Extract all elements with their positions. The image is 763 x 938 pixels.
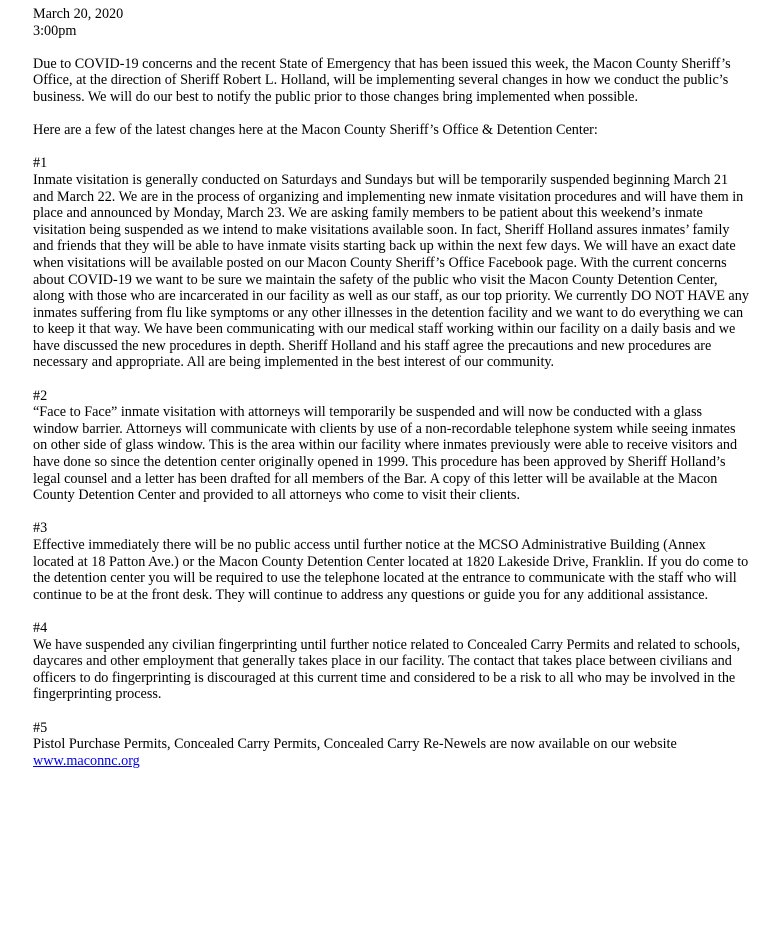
section-number: #4 (33, 619, 48, 636)
section-4 (33, 620, 749, 703)
intro-paragraph: Due to COVID-19 concerns and the recent State of Emergency that has been issued this week, the Macon County Sheriff’s Office, at the direction of Sheriff Robert L. Holland, will be implementing several changes in how we conduct the public’s business. We will do our best to notify the public prior to those changes bring implemented when possible. (33, 55, 731, 105)
release-date: March 20, 2020 (33, 6, 124, 22)
website-link[interactable]: www.maconnc.org (33, 752, 140, 769)
section-text (33, 736, 749, 769)
section-number: #3 (33, 520, 48, 537)
press-release-document (33, 6, 749, 769)
section-text-body: Pistol Purchase Permits, Concealed Carry Permits, Concealed Carry Re-Newels are now available on our website (33, 736, 677, 753)
section-number: #2 (33, 387, 48, 404)
section-text: Effective immediately there will be no public access until further notice at the MCSO Administrative Building (Annex located at 18 Patton Ave.) or the Macon County Detention Center located at 1820 Lakeside Drive, Franklin. If you do come to the detention center you will be required to use the telephone located at the entrance to communicate with the staff who will continue to be at the front desk. They will continue to address any questions or guide you for any additional assistance. (33, 537, 749, 603)
section-number: #1 (33, 155, 48, 172)
lead-paragraph: Here are a few of the latest changes here at the Macon County Sheriff’s Office & Detention Center: (33, 122, 598, 139)
section-text: “Face to Face” inmate visitation with attorneys will temporarily be suspended and will now be conducted with a glass window barrier. Attorneys will communicate with clients by use of a non-recordable telephone system while seeing inmates on other side of glass window. This is the area within our facility where inmates previously were able to receive visitors and have done so since the detention center originally opened in 1999. This procedure has been approved by Sheriff Holland’s legal counsel and a letter has been drafted for all members of the Bar. A copy of this letter will be available at the Macon County Detention Center and provided to all attorneys who come to visit their clients. (33, 404, 738, 504)
section-text: We have suspended any civilian fingerprinting until further notice related to Concealed Carry Permits and related to schools, daycares and other employment that generally takes place in our facility. The contact that takes place between civilians and officers to do fingerprinting is discouraged at this current time and considered to be a risk to all who may be involved in the fingerprinting process. (33, 636, 741, 703)
release-time: 3:00pm (33, 22, 77, 39)
section-3 (33, 520, 749, 603)
section-1 (33, 155, 749, 371)
section-2 (33, 388, 749, 504)
section-text: Inmate visitation is generally conducted on Saturdays and Sundays but will be temporarily suspended beginning March 21 and March 22. We are in the process of organizing and implementing new inmate visitation procedures and will have them in place and announced by Monday, March 23. We are asking family members to be patient about this weekend’s inmate visitation being suspended as we intend to make visitations available soon. In fact, Sheriff Holland assures inmates’ family and friends that they will be able to have inmate visits starting back up within the next few days. We will have an exact date when visitations will be available posted on our Macon County Sheriff’s Office Facebook page. With the current concerns about COVID-19 we want to be sure we maintain the safety of the public who visit the Macon County Detention Center, along with those who are incarcerated in our facility as well as our staff, as our top priority. We currently DO NOT HAVE any inmates suffering from flu like symptoms or any other illnesses in the detention facility and we want to do everything we can to keep it that way. We have been communicating with our medical staff working within our facility on a daily basis and we have discussed the new procedures in depth. Sheriff Holland and his staff agree the precautions and new procedures are necessary and appropriate. All are being implemented in the best interest of our community. (33, 171, 749, 371)
section-5 (33, 720, 749, 770)
section-number: #5 (33, 719, 48, 736)
